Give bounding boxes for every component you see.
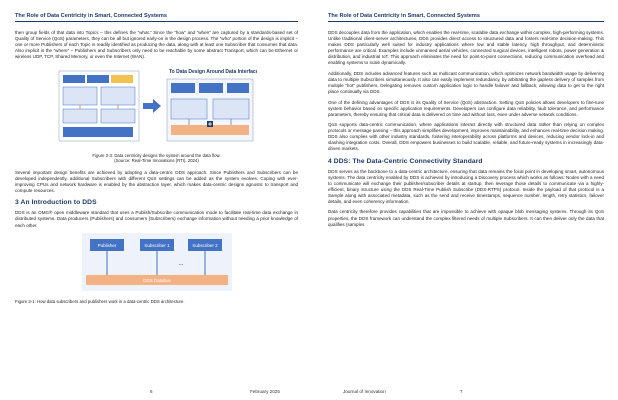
ellipsis-label: ...: [177, 260, 184, 267]
right-paragraph-5: DDS serves as the backbone to a data-centric architecture, ensuring that data remains the focal point in developing smart, autonomous systems. The data centricity enabled by DDS is achieved by introducing a Discovery process which works as follows: Nodes with a need to communicate will exchange their publisher/subscriber details at startup, then leverage those details to communicate via a highly-efficient, binary structure using the DDS Real-Time Publish Subscribe (DDS-RTPS) protocol. Inside the payload of that protocol is a Sample along with associated metadata, such as the send and receive timestamps, sequence number, length, retry statistics, failover details, and even coherency information.: [328, 168, 604, 205]
left-paragraph-1: then group fields of that data into Topics – this defines the “what.” Since the “how” and “when” are captured by a standards-based set of Quality of Service (QoS) parameters, they can be all but ignored early-on in the design process. The “who” portion of the design is implicit – one or more Publishers of each Topic is readily identified as producing the data, along with at least one Subscriber that consumes that data. Also implicit is the “where” – Publishers and Subscribers only need to be reachable by some abstract Transport, which can be Ethernet or wireless UDP, TCP, Shared Memory, or even the Internet (WAN).: [15, 30, 298, 60]
left-footer-date: February 2025: [250, 389, 280, 394]
section-3-heading: 3 An Introduction to DDS: [15, 199, 97, 207]
right-page-number: 7: [460, 389, 463, 394]
figure-2-3-caption-line: Figure 2-3: Data centricity designs the system around the data flow.: [92, 152, 221, 158]
figure-3-1: [15, 233, 298, 305]
right-paragraph-6: Data centricity therefore provides capabilities that are impossible to achieve with opaque blob messaging systems. Through its QoS properties, the DDS framework can understand the complex filtered needs of multiple Subscribers. It can then deliver only the data that qualifies (samples: [328, 209, 604, 227]
figure-2-3-caption: [15, 153, 298, 164]
figure-2-3: [15, 65, 298, 164]
pubsub-diagram: [82, 233, 232, 291]
publisher-box-label: Publisher: [97, 242, 116, 248]
figure-2-3-title: To Data Design Around Data Interface: [168, 68, 257, 75]
right-paragraph-1: DDS decouples data from the application, which enables the real-time, scalable data exchange within complex, high-performing systems. Unlike traditional client-server architectures, DDS provides direct access to structured data and fosters real-time decision-making. This makes DDS particularly well suited for industry applications where low and stable latency, high throughput, and deterministic performance are critical. Examples include unmanned aerial vehicles, connected surgical devices, intelligent robots, power generation & distribution, and industrial IoT. This approach eliminates the need for point-to-point connections, reducing communication overhead and enabling systems to scale dynamically.: [328, 30, 604, 66]
running-header-right: The Role of Data Centricity in Smart, Connected Systems: [328, 13, 604, 22]
left-paragraph-3: DDS is an OMG® open middleware standard that uses a Publish/Subscribe communication mode to facilitate real-time data exchange in distributed systems. Data producers (Publishers) and consumers (Subscribers) exchange information without needing a prior knowledge of each other.: [15, 210, 298, 228]
right-page: [309, 0, 618, 400]
left-page-number: 6: [150, 389, 153, 394]
running-header-left: The Role of Data Centricity in Smart, Connected Systems: [15, 13, 298, 22]
dds-databus-label: DDS Databus: [142, 277, 171, 283]
left-paragraph-2: Several important design benefits are achieved by adopting a data-centric DDS approach. Since Publishers and Subscribers can be developed independently, additional Subscribers with different QoS settings can be added as the system evolves. Coping with ever-improving CPUs and network hardware is enabled by the abstraction layer, which makes data-centric designs agnostic to transport and compute resources.: [15, 169, 298, 194]
right-footer-journal: Journal of Innovation: [343, 389, 386, 394]
figure-2-3-source: (Source: Real-Time Innovations (RTI), 2024): [114, 158, 199, 164]
figure-3-1-caption: Figure 3-1: How data subscribers and publishers work in a data-centric DDS architecture.: [15, 298, 185, 304]
subscriber-2-box-label: Subscriber 2: [191, 242, 218, 248]
subscriber-1-box-label: Subscriber 1: [143, 242, 170, 248]
section-4-heading: 4 DDS: The Data-Centric Connectivity Standard: [328, 157, 483, 165]
data-centric-design-diagram: [57, 65, 257, 145]
right-paragraph-3: One of the defining advantages of DDS is its Quality of Service (QoS) abstraction. Setting QoS policies allows developers to fine-tune system behavior based on specific application requirements. Developers can configure data reliability, fault tolerance, and performance parameters, thereby ensuring that critical data is delivered on time and without loss, even under adverse network conditions.: [328, 99, 604, 117]
right-paragraph-2: Additionally, DDS includes advanced features such as multicast communication, which optimizes network bandwidth usage by delivering data to multiple Subscribers simultaneously. It also can easily implement redundancy, by arbitrating the gapless delivery of samples from multiple “hot” publishers. Delegating removes custom application logic to handle failover and fallback, allowing data to get to the right place continually via DDS.: [328, 70, 604, 95]
right-paragraph-4: QoS supports data-centric communication, where applications interact directly with structured data rather than relying on complex protocols or message passing – this approach simplifies development, improves maintainability, and enhances real-time decision making. DDS also complies with other industry standards, fostering interoperability across platforms and devices, reducing vendor lock-in and slashing integration costs. Overall, DDS empowers businesses to build scalable, reliable, and future-ready systems in increasingly data-driven markets.: [328, 122, 604, 152]
